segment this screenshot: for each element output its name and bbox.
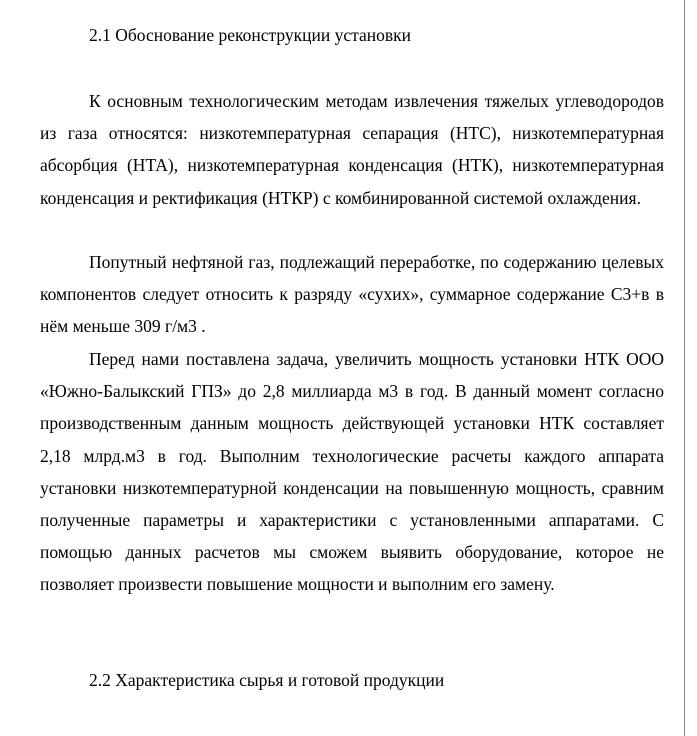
paragraph-associated-gas: Попутный нефтяной газ, подлежащий переработке, по содержанию целевых компонентов следует относить к разряду «сухих», суммарное содержание С3+в в нём меньше 309 г/м3 .: [40, 252, 664, 337]
section-heading-2-1: 2.1 Обоснование реконструкции установки: [89, 25, 412, 45]
paragraph-task: Перед нами поставлена задача, увеличить мощность установки НТК ООО «Южно-Балыкский ГПЗ» до 2,8 миллиарда м3 в год. В данный момент согласно производственным данным мощность действующей установки НТК составляет 2,18 млрд.м3 в год. Выполним технологические расчеты каждого аппарата установки низкотемпературной конденсации на повышенную мощность, сравним полученные параметры и характеристики с установленными аппаратами. С помощью данных расчетов мы сможем выявить оборудование, которое не позволяет произвести повышение мощности и выполним его замену.: [40, 349, 664, 595]
paragraph-methods: К основным технологическим методам извлечения тяжелых углеводородов из газа относятся: низкотемпературная сепарация (НТС), низкотемпературная абсорбция (НТА), низкотемпературная конденсация (НТК), низкотемпературная конденсация и ректификация (НТКР) с комбинированной системой охлаждения.: [40, 91, 664, 208]
page-gutter: [685, 0, 697, 736]
section-heading-2-2: 2.2 Характеристика сырья и готовой продукции: [89, 670, 445, 690]
